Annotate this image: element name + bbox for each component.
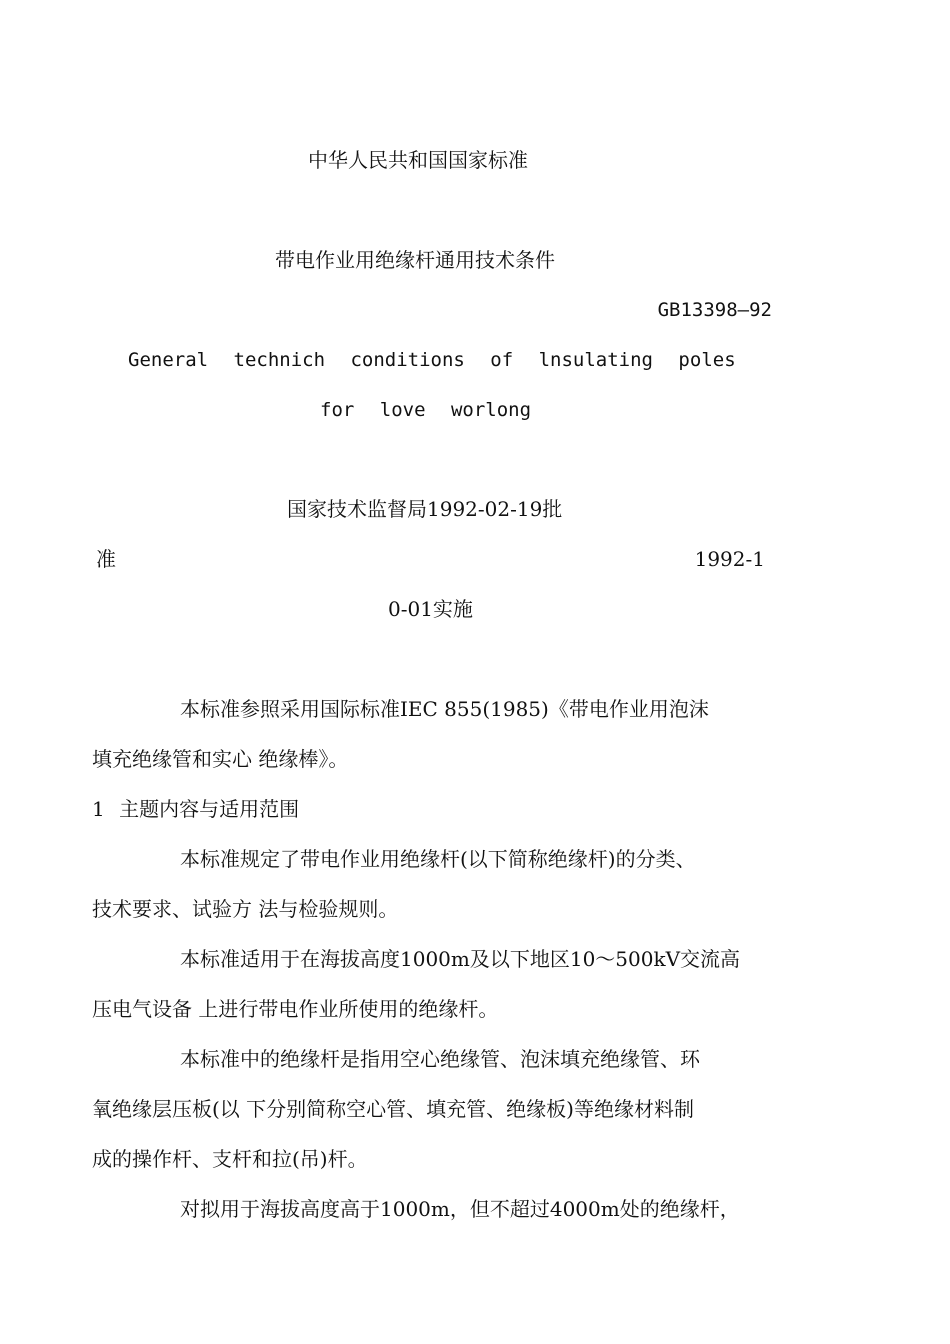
approval-line2-right: 1992-1	[694, 547, 765, 571]
paragraph-application-line1: 本标准适用于在海拔高度1000m及以下地区10～500kV交流高	[180, 947, 741, 971]
paragraph-reference-line1: 本标准参照采用国际标准IEC 855(1985)《带电作业用泡沫	[180, 697, 709, 721]
paragraph-definition-line1: 本标准中的绝缘杆是指用空心绝缘管、泡沫填充绝缘管、环	[180, 1047, 700, 1071]
approval-line2-left: 准	[96, 547, 116, 571]
english-title-line1: General technich conditions of lnsulating poles	[128, 349, 736, 371]
paragraph-definition-line2: 氧绝缘层压板(以 下分别简称空心管、填充管、绝缘板)等绝缘材料制	[92, 1097, 694, 1121]
standard-code: GB13398—92	[657, 299, 772, 321]
national-standard-heading: 中华人民共和国国家标准	[308, 148, 528, 172]
effective-date: 0-01实施	[388, 597, 473, 621]
paragraph-scope-line1: 本标准规定了带电作业用绝缘杆(以下简称绝缘杆)的分类、	[180, 847, 696, 871]
english-title-line2: for love worlong	[320, 399, 532, 421]
approval-line1: 国家技术监督局1992-02-19批	[287, 497, 563, 521]
paragraph-reference-line2: 填充绝缘管和实心 绝缘棒》。	[92, 747, 349, 771]
paragraph-scope-line2: 技术要求、试验方 法与检验规则。	[92, 897, 399, 921]
paragraph-application-line2: 压电气设备 上进行带电作业所使用的绝缘杆。	[92, 997, 499, 1021]
document-title: 带电作业用绝缘杆通用技术条件	[275, 248, 555, 272]
section-1-heading: 1 主题内容与适用范围	[92, 797, 300, 821]
paragraph-altitude-line1: 对拟用于海拔高度高于1000m，但不超过4000m处的绝缘杆，	[180, 1197, 740, 1221]
paragraph-definition-line3: 成的操作杆、支杆和拉(吊)杆。	[92, 1147, 368, 1171]
